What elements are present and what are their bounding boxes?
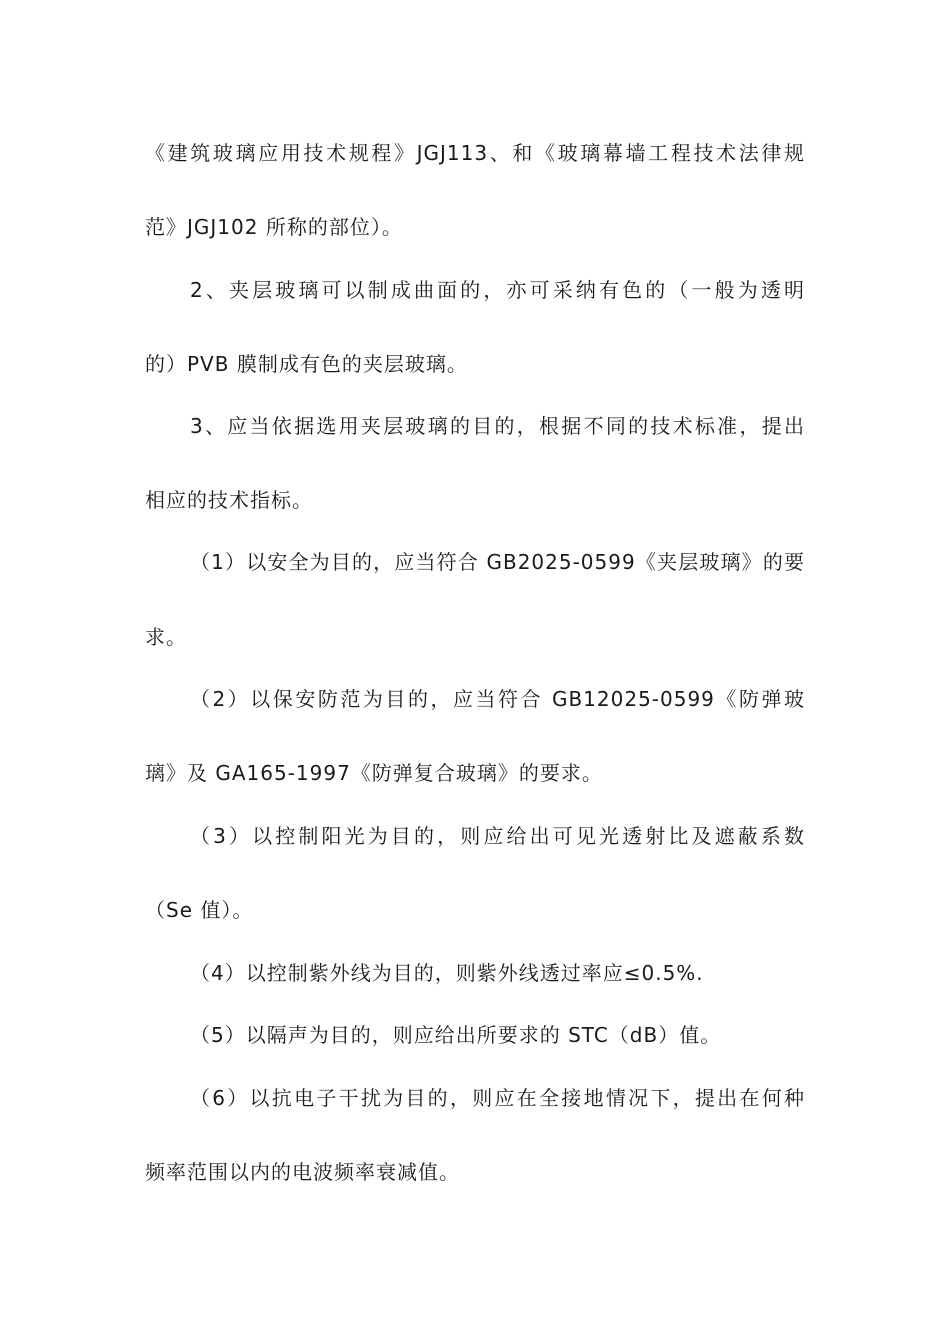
paragraph-line: （2）以保安防范为目的，应当符合 GB12025-0599《防弹玻 (190, 687, 805, 711)
paragraph-line: 频率范围以内的电波频率衰减值。 (145, 1160, 460, 1184)
paragraph-line: （5）以隔声为目的，则应给出所要求的 STC（dB）值。 (190, 1023, 722, 1047)
paragraph-line: （6）以抗电子干扰为目的，则应在全接地情况下，提出在何种 (190, 1086, 805, 1110)
paragraph-line: 范》JGJ102 所称的部位）。 (145, 215, 403, 239)
paragraph-line: 求。 (145, 625, 187, 649)
paragraph-line: （4）以控制紫外线为目的，则紫外线透过率应≤0.5%. (190, 961, 704, 985)
paragraph-line: 相应的技术指标。 (145, 488, 313, 512)
paragraph-line: 3、应当依据选用夹层玻璃的目的，根据不同的技术标准，提出 (190, 414, 805, 438)
paragraph-line: 《建筑玻璃应用技术规程》JGJ113、和《玻璃幕墙工程技术法律规 (145, 141, 805, 165)
paragraph-line: 璃》及 GA165-1997《防弹复合玻璃》的要求。 (145, 761, 603, 785)
paragraph-line: 的）PVB 膜制成有色的夹层玻璃。 (145, 352, 468, 376)
paragraph-line: 2、夹层玻璃可以制成曲面的，亦可采纳有色的（一般为透明 (190, 278, 805, 302)
paragraph-line: （1）以安全为目的，应当符合 GB2025-0599《夹层玻璃》的要 (190, 550, 805, 574)
paragraph-line: （Se 值）。 (145, 898, 254, 922)
paragraph-line: （3）以控制阳光为目的，则应给出可见光透射比及遮蔽系数 (190, 824, 805, 848)
